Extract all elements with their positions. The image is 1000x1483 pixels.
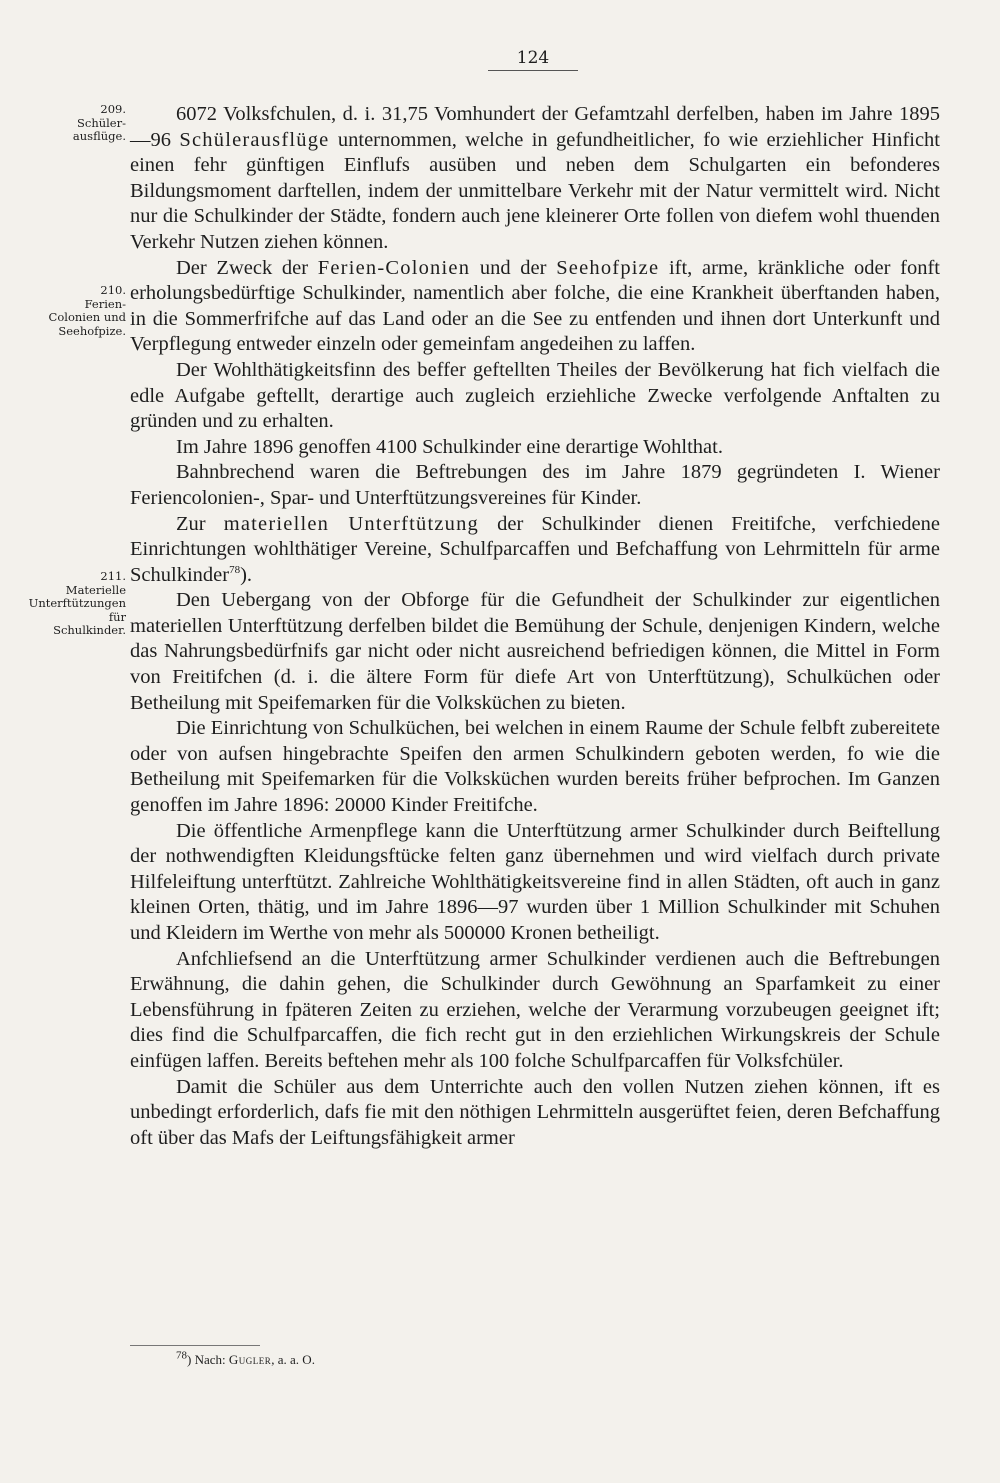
- footnote-divider: [130, 1345, 260, 1346]
- emphasized-term: Ferien-Colonien: [317, 256, 471, 279]
- paragraph-7: Den Uebergang von der Obforge für die Gefundheit der Schulkinder zur eigentlichen materiellen Unterftützung derfelben bildet die Bemühung der Schule, denjenigen Kindern, welche das Nahrungsbedürfnifs gar nicht oder nicht ausreichend befriedigen können, die Mittel in Form von Freitifchen (d. i. die ältere Form für diefe Art von Unterftützung), Schulküchen oder Betheilung mit Speifemarken für die Volksküchen zu bieten.: [130, 589, 940, 714]
- text-run: unternommen, welche in gefundheitlicher, fo wie erziehlicher Hinficht einen fehr günftigen Einflufs ausüben und neben dem Schulgarten ein befonderes Bildungsmoment darftellen, indem der unmittelbare Verkehr mit der Natur vermittelt wird. Nicht nur die Schulkinder der Städte, fondern auch jene kleinerer Orte follen von diefem wohl thuenden Verkehr Nutzen ziehen können.: [130, 128, 941, 253]
- paragraph-6: [130, 512, 940, 589]
- emphasized-term: Seehofpize: [556, 256, 660, 279]
- text-run: ift, arme, kränkliche oder fonft erholungsbedürftige Schulkinder, namentlich aber folche, die eine Krankheit überftanden haben, in die Sommerfrifche auf das Land oder an die See zu entfenden und ihnen dort Unterkunft und Verpflegung entweder einzeln oder gemeinfam angedeihen zu laffen.: [130, 256, 940, 356]
- page-number: 124: [488, 48, 578, 71]
- paragraph-10: Anfchliefsend an die Unterftützung armer Schulkinder verdienen auch die Beftrebungen Erwähnung, die dahin gehen, die Schulkinder durch Gewöhnung an Sparfamkeit zu einer Lebensführung in fpäteren Zeiten zu erziehen, welche der Verarmung vorzubeugen geeignet ift; dies find die Schulfparcaffen, die fich recht gut in den erziehlichen Wirkungskreis der Schule einfügen laffen. Bereits beftehen mehr als 100 folche Schulfparcaffen für Volksfchüler.: [130, 947, 940, 1072]
- margin-note-211: [14, 570, 126, 638]
- footnote: [176, 1349, 315, 1368]
- margin-note-209: [14, 103, 126, 144]
- text-run: der Schulkinder dienen Freitifche, verfchiedene Einrichtungen wohlthätiger Vereine, Schulfparcaffen und Befchaffung von Lehrmitteln für arme Schulkinder: [130, 512, 940, 586]
- text-run: Der Zweck der: [176, 256, 318, 279]
- text-run: Zur: [176, 512, 224, 535]
- text-run: 6072 Volksfchulen, d. i. 31,75 Vomhundert der Gefamtzahl derfelben, haben im Jahre 1895—96: [130, 103, 940, 151]
- paragraph-5: Bahnbrechend waren die Beftrebungen des im Jahre 1879 gegründeten I. Wiener Feriencolonien-, Spar- und Unterftützungsvereines für Kinder.: [130, 461, 940, 509]
- paragraph-4: Im Jahre 1896 genoffen 4100 Schulkinder eine derartige Wohlthat.: [176, 435, 723, 458]
- emphasized-term: Schülerausflüge: [179, 128, 330, 151]
- text-run: ).: [240, 563, 253, 586]
- margin-note-line: Colonien und: [48, 310, 126, 324]
- margin-note-line: Ferien-: [84, 296, 126, 311]
- margin-note-line: für: [108, 609, 126, 624]
- margin-note-line: Unterftützungen: [28, 596, 126, 610]
- paragraph-11: Damit die Schüler aus dem Unterrichte auch den vollen Nutzen ziehen können, ift es unbedingt erforderlich, dafs fie mit den nöthigen Lehrmitteln ausgerüftet feien, deren Befchaffung oft über das Mafs der Leiftungsfähigkeit armer: [130, 1075, 940, 1149]
- footnote-text: , a. a. O.: [271, 1352, 315, 1367]
- paragraph-2: [130, 256, 940, 358]
- paragraph-1: [130, 102, 940, 256]
- footnote-reference[interactable]: 78: [229, 563, 241, 576]
- emphasized-term: materiellen Unterftützung: [223, 512, 479, 535]
- paragraph-3: Der Wohlthätigkeitsfinn des beffer geftellten Theiles der Bevölkerung hat fich vielfach die edle Aufgabe geftellt, derartige auch zugleich erziehliche Zwecke verfolgende Anftalten zu gründen und zu erhalten.: [130, 358, 940, 433]
- margin-note-line: Schulkinder.: [53, 623, 126, 637]
- margin-note-number: 211.: [100, 569, 126, 583]
- footnote-text: ) Nach:: [187, 1352, 229, 1367]
- margin-note-line: Materielle: [65, 582, 126, 597]
- margin-note-number: 210.: [100, 283, 126, 297]
- margin-note-number: 209.: [100, 102, 126, 116]
- margin-note-line: Schüler-: [77, 115, 126, 130]
- margin-note-line: Seehofpize.: [58, 323, 126, 338]
- footnote-author: Gugler: [228, 1352, 272, 1367]
- text-run: und der: [470, 256, 557, 279]
- paragraph-9: Die öffentliche Armenpflege kann die Unterftützung armer Schulkinder durch Beiftellung der nothwendigften Kleidungsftücke felten ganz übernehmen und wird vielfach durch private Hilfeleiftung unterftützt. Zahlreiche Wohlthätigkeitsvereine find in allen Städten, oft auch in ganz kleinen Orten, thätig, und im Jahre 1896—97 wurden über 1 Million Schulkinder mit Schuhen und Kleidern im Werthe von mehr als 500000 Kronen betheiligt.: [130, 819, 940, 944]
- margin-note-210: [14, 284, 126, 338]
- margin-note-line: ausflüge.: [72, 129, 126, 143]
- footnote-marker: 78: [176, 1349, 187, 1362]
- paragraph-8: Die Einrichtung von Schulküchen, bei welchen in einem Raume der Schule felbft zubereitete oder von aufsen hingebrachte Speifen den armen Schulkindern geboten werden, fo wie die Betheilung mit Speifemarken für die Volksküchen wurden bereits früher befprochen. Im Ganzen genoffen im Jahre 1896: 20000 Kinder Freitifche.: [130, 717, 940, 817]
- body-text: [130, 102, 940, 1151]
